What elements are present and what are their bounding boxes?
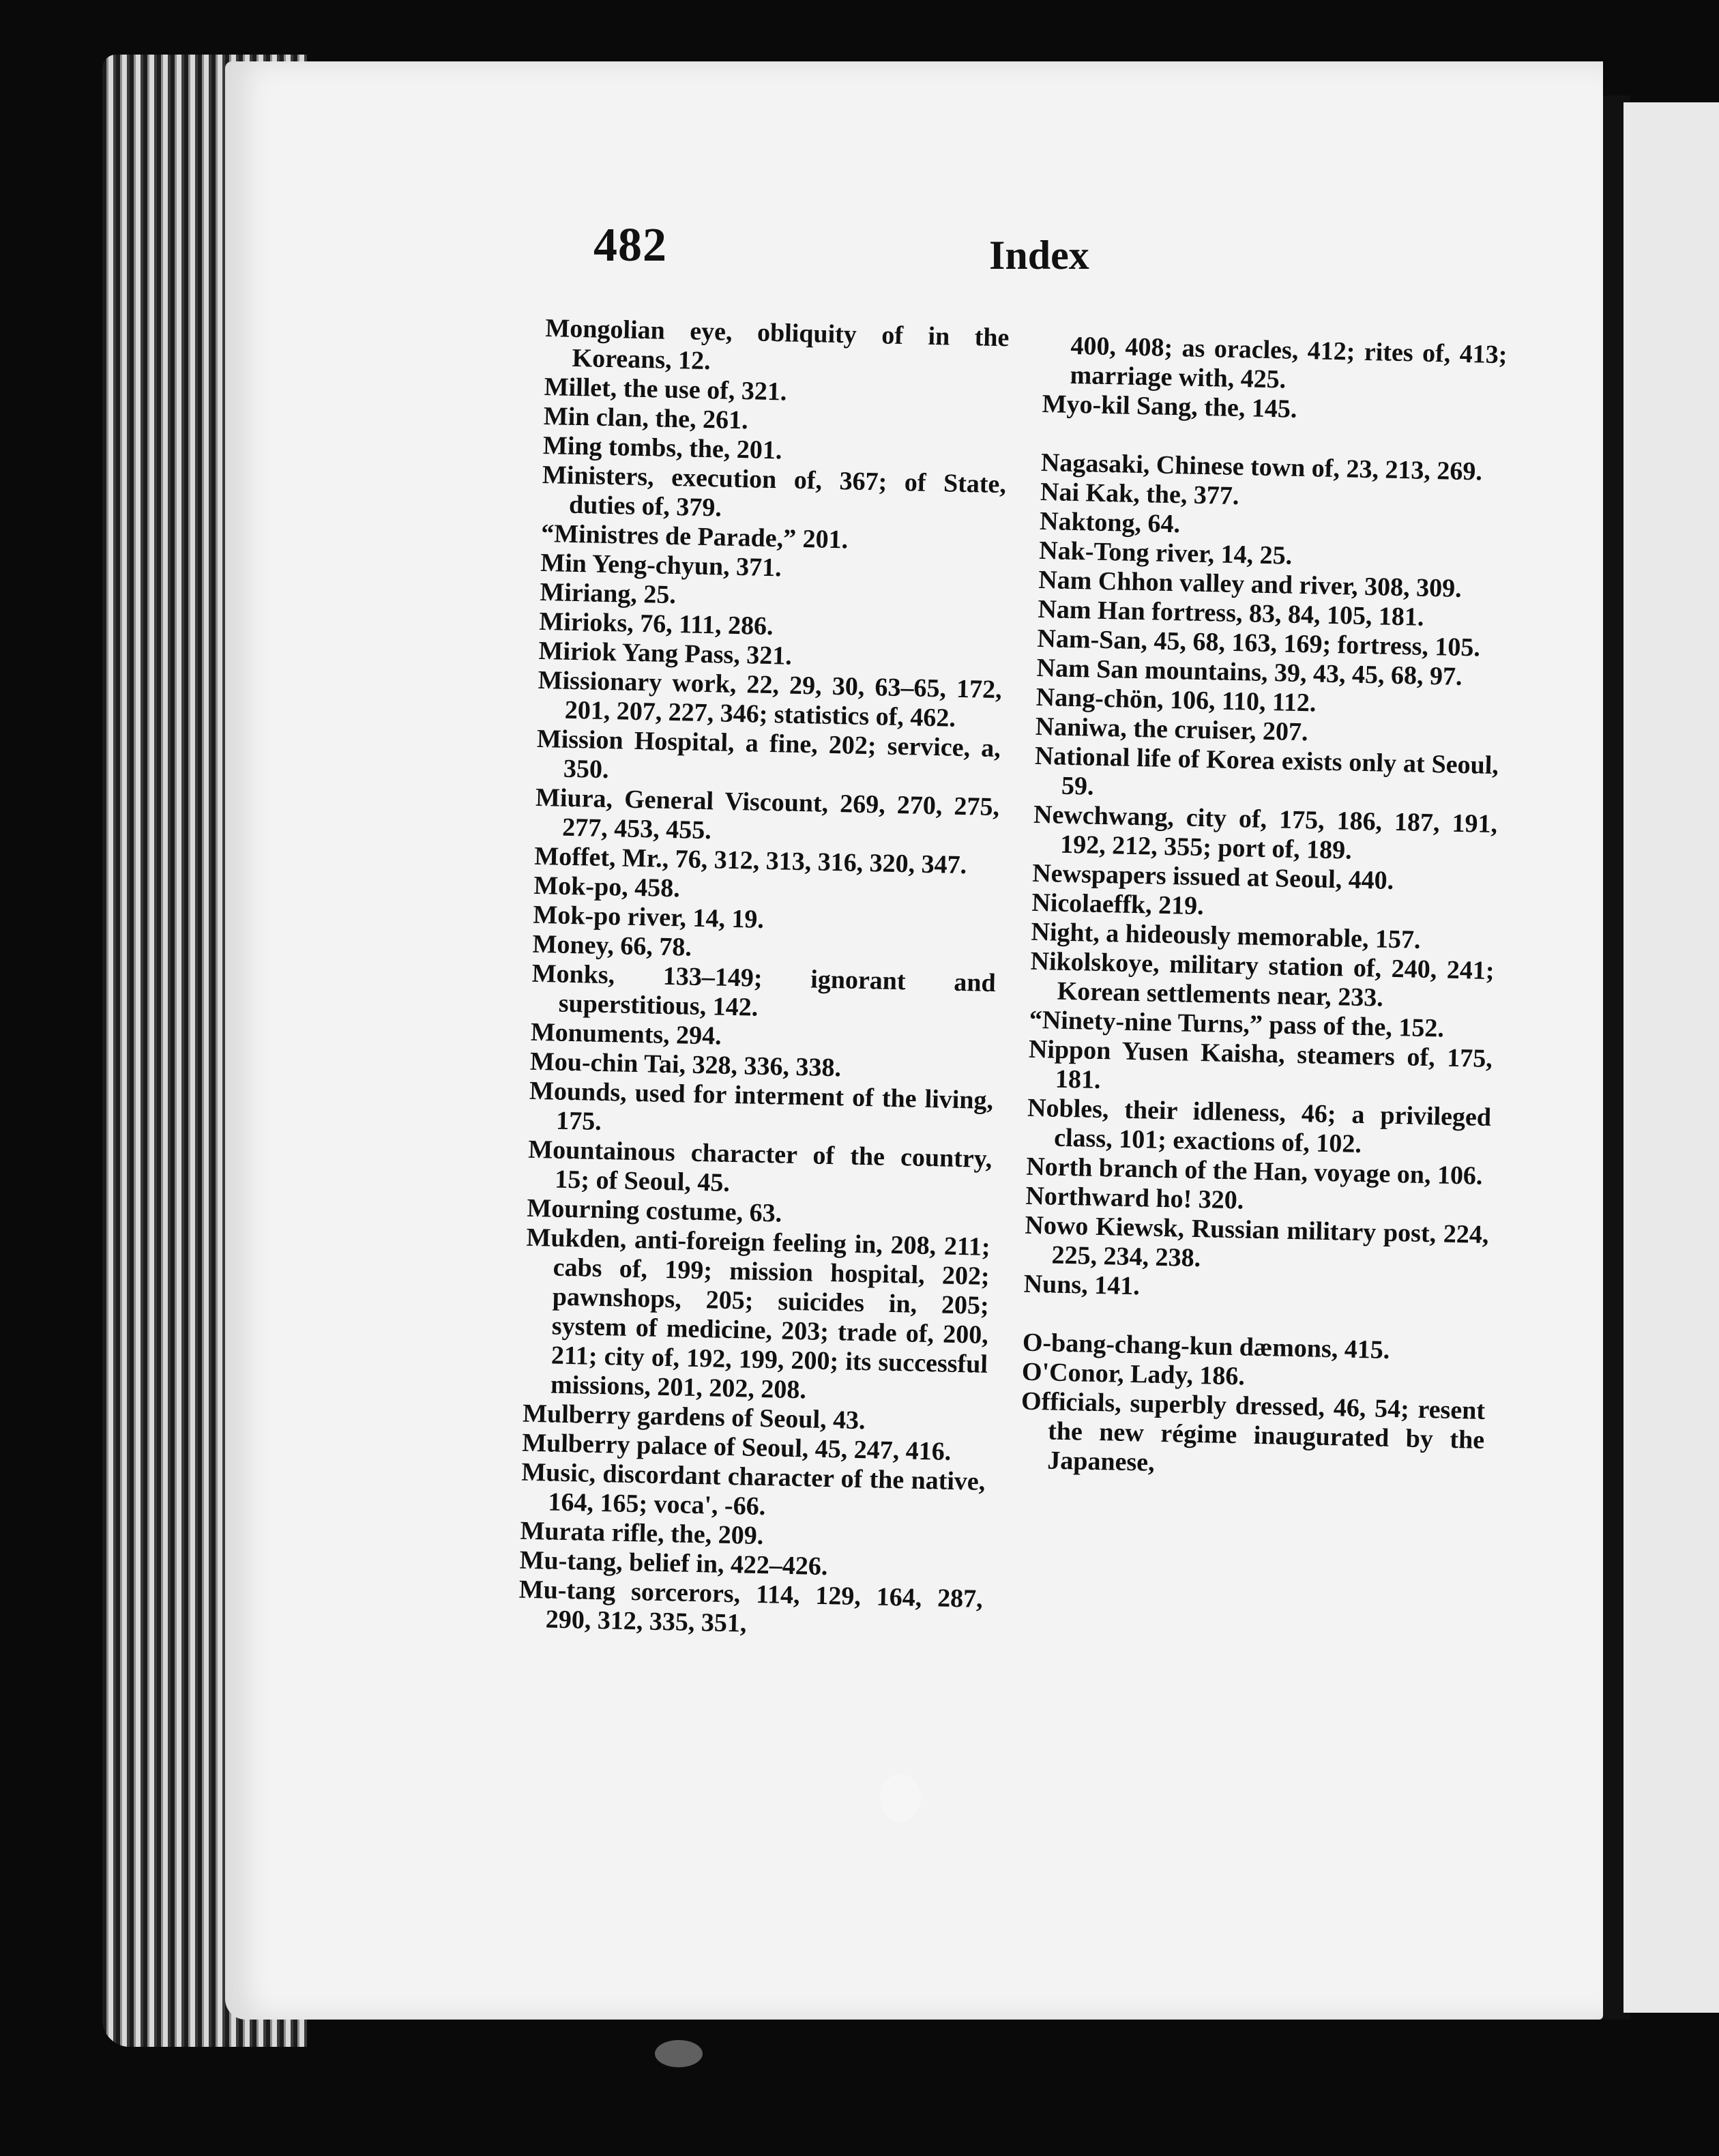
index-entry: Missionary work, 22, 29, 30, 63–65, 172, 201, 207, 227, 346; statistics of, 462. [538, 665, 1003, 733]
index-entry: Mu-tang, belief in, 422–426. [519, 1545, 828, 1582]
index-entry: Nowo Kiewsk, Russian military post, 224, 225, 234, 238. [1025, 1210, 1489, 1273]
index-entry: Mission Hospital, a fine, 202; service, a, 350. [536, 724, 1001, 785]
index-entry: Mou-chin Tai, 328, 336, 338. [529, 1047, 842, 1083]
index-entry: Monuments, 294. [530, 1017, 722, 1051]
scan-speck [655, 2040, 703, 2067]
index-entry: Mu-tang sorcerors, 114, 129, 164, 287, 290, 312, 335, 351, [518, 1575, 984, 1638]
index-entry: O-bang-chang-kun dæmons, 415. [1022, 1328, 1390, 1365]
index-entry: “Ministres de Parade,” 201. [540, 519, 849, 555]
index-entry: Mounds, used for interment of the living, 175. [529, 1076, 994, 1136]
index-entry: Min clan, the, 261. [543, 401, 749, 435]
index-entry: Night, a hideously memorable, 157. [1031, 917, 1421, 955]
index-entry: Mok-po, 458. [533, 871, 681, 903]
index-entry: Monks, 133–149; ignorant and superstitious, 142. [531, 959, 997, 1022]
index-entry: Ming tombs, the, 201. [542, 431, 782, 465]
index-entry: Money, 66, 78. [532, 929, 692, 962]
index-entry: Miura, General Viscount, 269, 270, 275, 277, 453, 455. [535, 783, 1000, 845]
index-entry: Mirioks, 76, 111, 286. [539, 607, 774, 641]
index-entry: Naktong, 64. [1039, 506, 1181, 539]
index-entry: Nak-Tong river, 14, 25. [1038, 536, 1293, 570]
index-entry: Nai Kak, the, 377. [1040, 477, 1239, 511]
index-entry: Mulberry palace of Seoul, 45, 247, 416. [521, 1428, 952, 1466]
index-entry: Moffet, Mr., 76, 312, 313, 316, 320, 347. [533, 841, 967, 880]
index-entry: National life of Korea exists only at Seoul, 59. [1034, 741, 1499, 801]
page-number: 482 [593, 219, 667, 272]
index-entry: Nuns, 141. [1023, 1269, 1141, 1301]
index-entry: Nobles, their idleness, 46; a privileged class, 101; exactions of, 102. [1027, 1093, 1492, 1159]
index-entry: Mongolian eye, obliquity of in the Koreans, 12. [545, 314, 1010, 376]
index-entry: Nang-chön, 106, 110, 112. [1035, 682, 1317, 718]
index-entry: Mulberry gardens of Seoul, 43. [522, 1399, 866, 1436]
index-entry: Officials, superbly dressed, 46, 54; resent the new régime inaugurated by the Japanese, [1020, 1386, 1486, 1477]
index-entry: Mountainous character of the country, 15; of Seoul, 45. [527, 1135, 993, 1197]
index-entry: Myo-kil Sang, the, 145. [1042, 389, 1297, 424]
index-entry: Northward ho! 320. [1025, 1181, 1244, 1215]
index-column-right [1020, 331, 1508, 1485]
index-entry: Music, discordant character of the native, 164, 165; voca', -66. [521, 1457, 986, 1521]
index-entry: Nippon Yusen Kaisha, steamers of, 175, 181. [1028, 1034, 1493, 1094]
facing-page-edge [1624, 102, 1719, 2013]
index-entry: Nam Chhon valley and river, 308, 309. [1038, 565, 1463, 603]
index-entry: Mukden, anti-foreign feeling in, 208, 211; cabs of, 199; mission hospital, 202; pawnshops, 205; suicides in, 205; system of medicine, 203; trade of, 200, 211; city of, 192, 199, 200; its successful missions, 201, 202, 208. [526, 1223, 990, 1405]
index-entry: Nagasaki, Chinese town of, 23, 213, 269. [1040, 448, 1483, 486]
index-entry: Nam San mountains, 39, 43, 45, 68, 97. [1036, 653, 1463, 691]
index-entry: O'Conor, Lady, 186. [1021, 1357, 1246, 1391]
index-entry: Nam Han fortress, 83, 84, 105, 181. [1038, 594, 1424, 632]
index-entry: Murata rifle, the, 209. [520, 1516, 764, 1551]
index-entry: Miriang, 25. [540, 577, 677, 610]
index-entry: Mok-po river, 14, 19. [533, 900, 765, 934]
index-entry: Mourning costume, 63. [527, 1193, 782, 1228]
index-entry: Millet, the use of, 321. [544, 372, 787, 407]
index-entry: Newspapers issued at Seoul, 440. [1031, 858, 1394, 895]
index-column-left [518, 314, 1009, 1644]
index-entry: North branch of the Han, voyage on, 106. [1025, 1152, 1483, 1191]
index-entry: Newchwang, city of, 175, 186, 187, 191, 192, 212, 355; port of, 189. [1033, 800, 1498, 865]
index-entry: Naniwa, the cruiser, 207. [1035, 712, 1308, 747]
index-entry: Nicolaeffk, 219. [1031, 888, 1205, 921]
index-entry: Miriok Yang Pass, 321. [538, 636, 793, 671]
index-entry: Min Yeng-chyun, 371. [540, 548, 782, 583]
index-entry: Nam-San, 45, 68, 163, 169; fortress, 105. [1037, 624, 1481, 662]
index-entry: Nikolskoye, military station of, 240, 241; Korean settlements near, 233. [1030, 946, 1495, 1013]
index-entry: 400, 408; as oracles, 412; rites of, 413; marriage with, 425. [1070, 331, 1508, 394]
scan-speck [880, 1774, 921, 1822]
running-title: Index [989, 233, 1089, 278]
index-entry: “Ninety-nine Turns,” pass of the, 152. [1029, 1005, 1445, 1043]
index-entry: Ministers, execution of, 367; of State, duties of, 379. [542, 460, 1007, 523]
